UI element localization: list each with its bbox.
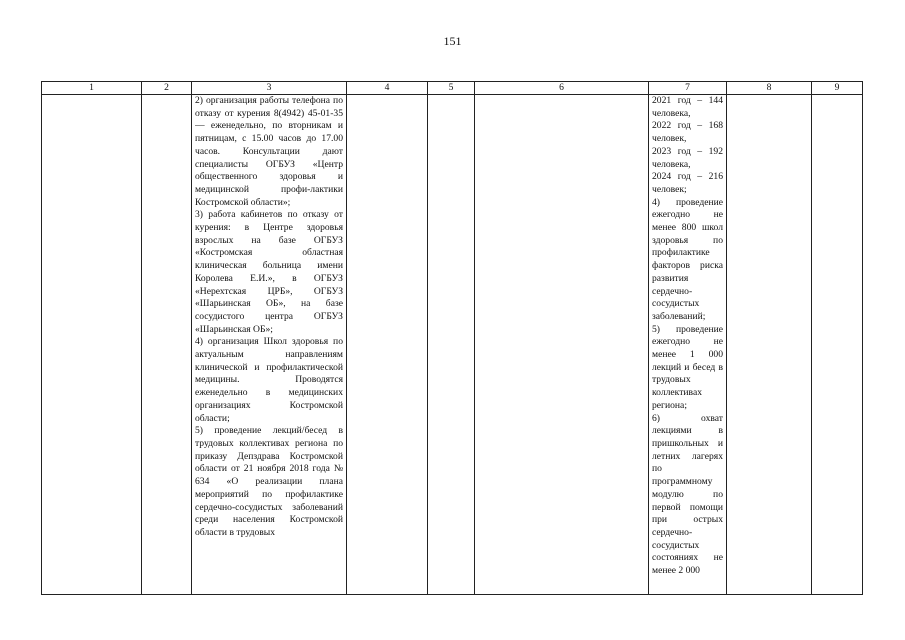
cell-col-8 — [727, 95, 812, 595]
column-number-7: 7 — [649, 82, 727, 95]
cell-col-4 — [347, 95, 428, 595]
measures-table — [41, 81, 863, 595]
cell-col-6 — [475, 95, 649, 595]
measures-text: 2) организация работы телефона по отказу от курения 8(4942) 45-01-35 — еженедельно, по вторникам и пятницам, с 15.00 часов до 17.00 часов. Консультации дают специалисты ОГБУЗ «Центр общественного здоровья и медицинской профи-лактики Костромской области»; 3) работа кабинетов по отказу от курения: в Центре здоровья взрослых на базе ОГБУЗ «Костромская областная клиническая больница имени Королева Е.И.», в ОГБУЗ «Нерехтская ЦРБ», ОГБУЗ «Шарьинская ОБ», на базе сосудистого центра ОГБУЗ «Шарьинская ОБ»; 4) организация Школ здоровья по актуальным направлениям клинической и профилактической медицины. Проводятся еженедельно в медицинских организациях Костромской области; 5) проведение лекций/бесед в трудовых коллективах региона по приказу Депздрава Костромской области от 21 ноября 2018 года № 634 «О реализации плана мероприятий по профилактике сердечно-сосудистых заболеваний среди населения Костромской области в трудовых — [195, 95, 343, 538]
page-number: 151 — [443, 34, 462, 48]
cell-col-2 — [142, 95, 192, 595]
indicators-text: 2021 год – 144 человека, 2022 год – 168 человек, 2023 год – 192 человека, 2024 год – 216 человек; 4) проведение ежегодно не менее 800 школ здоровья по профилактике факторов риска развития сердечно-сосудистых заболеваний; 5) проведение ежегодно не менее 1 000 лекций и бесед в трудовых коллективах региона; 6) охват лекциями в пришкольных и летних лагерях по программному модулю по первой помощи при острых сердечно-сосудистых состояниях не менее 2 000 — [652, 95, 723, 577]
column-number-5: 5 — [428, 82, 475, 95]
column-number-8: 8 — [727, 82, 812, 95]
cell-col-3-measures — [192, 95, 347, 595]
cell-col-9 — [812, 95, 863, 595]
column-number-1: 1 — [42, 82, 142, 95]
cell-col-7-indicators — [649, 95, 727, 595]
column-number-4: 4 — [347, 82, 428, 95]
cell-col-5 — [428, 95, 475, 595]
column-number-2: 2 — [142, 82, 192, 95]
cell-col-1 — [42, 95, 142, 595]
column-number-9: 9 — [812, 82, 863, 95]
column-number-6: 6 — [475, 82, 649, 95]
column-number-3: 3 — [192, 82, 347, 95]
column-number-row — [42, 82, 863, 95]
table-row — [42, 95, 863, 595]
